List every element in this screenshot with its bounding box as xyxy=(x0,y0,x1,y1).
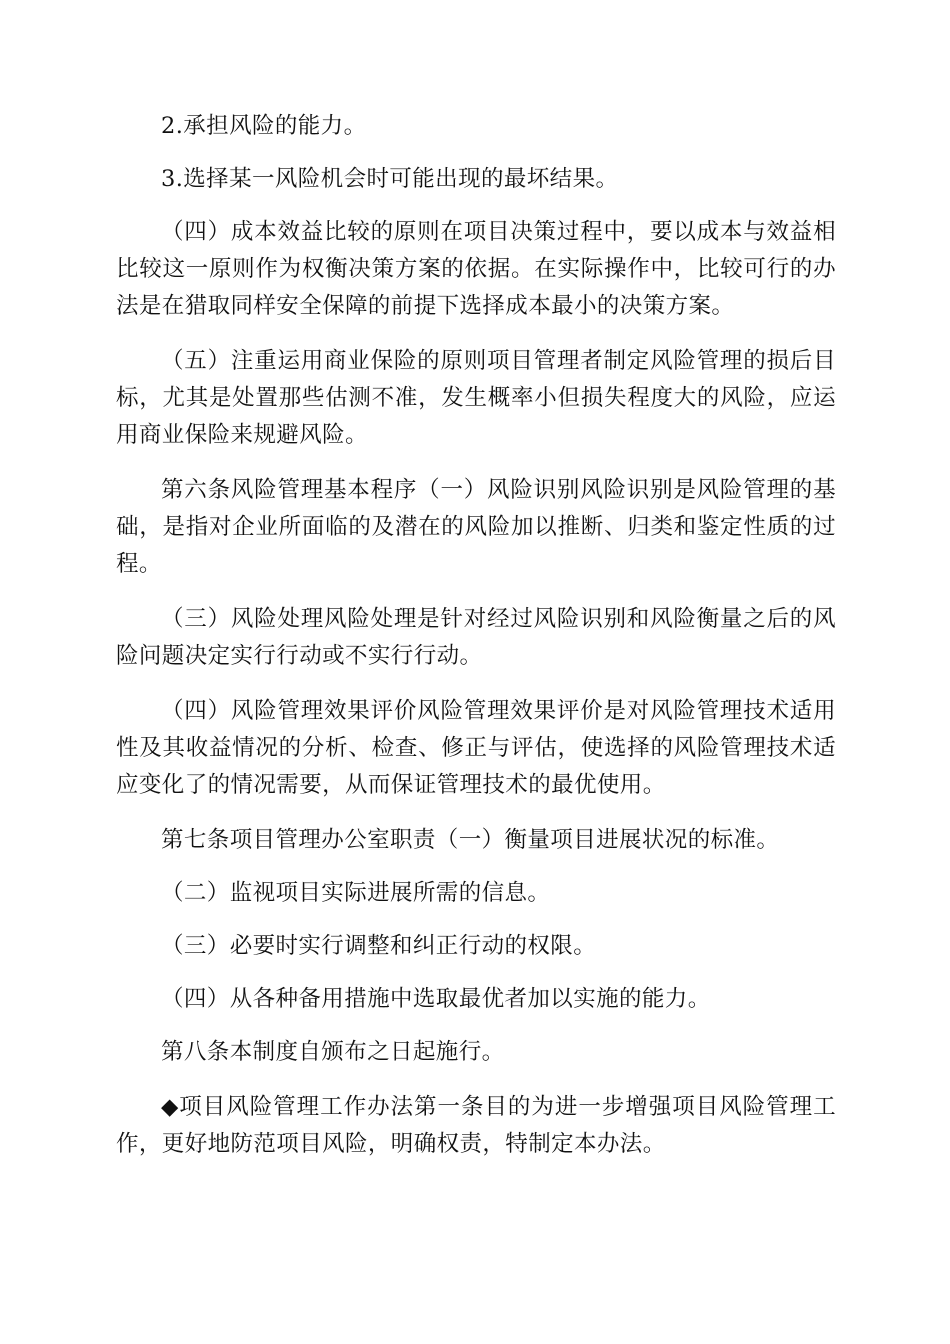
paragraph: （四）从各种备用措施中选取最优者加以实施的能力。 xyxy=(161,986,711,1012)
paragraph: 第六条风险管理基本程序（一）风险识别风险识别是风险管理的基础，是指对企业所面临的及潜在的风险加以推断、归类和鉴定性质的过程。 xyxy=(116,477,836,577)
paragraph: （五）注重运用商业保险的原则项目管理者制定风险管理的损后目标，尤其是处置那些估测不准，发生概率小但损失程度大的风险，应运用商业保险来规避风险。 xyxy=(116,348,836,448)
paragraph: （三）风险处理风险处理是针对经过风险识别和风险衡量之后的风险问题决定实行行动或不实行行动。 xyxy=(116,606,836,669)
paragraph: （三）必要时实行调整和纠正行动的权限。 xyxy=(161,933,597,959)
paragraph: 2.承担风险的能力。 xyxy=(161,113,367,139)
paragraph: 第八条本制度自颁布之日起施行。 xyxy=(161,1039,505,1065)
paragraph: （二）监视项目实际进展所需的信息。 xyxy=(161,880,551,906)
paragraph: 3.选择某一风险机会时可能出现的最坏结果。 xyxy=(161,166,619,192)
paragraph: （四）风险管理效果评价风险管理效果评价是对风险管理技术适用性及其收益情况的分析、检查、修正与评估，使选择的风险管理技术适应变化了的情况需要，从而保证管理技术的最优使用。 xyxy=(116,698,836,798)
paragraph: 第七条项目管理办公室职责（一）衡量项目进展状况的标准。 xyxy=(161,827,780,853)
paragraph: ◆项目风险管理工作办法第一条目的为进一步增强项目风险管理工作，更好地防范项目风险，明确权责，特制定本办法。 xyxy=(116,1094,836,1157)
paragraph: （四）成本效益比较的原则在项目决策过程中，要以成本与效益相比较这一原则作为权衡决策方案的依据。在实际操作中，比较可行的办法是在猎取同样安全保障的前提下选择成本最小的决策方案。 xyxy=(116,219,836,319)
document-body xyxy=(116,108,836,1163)
